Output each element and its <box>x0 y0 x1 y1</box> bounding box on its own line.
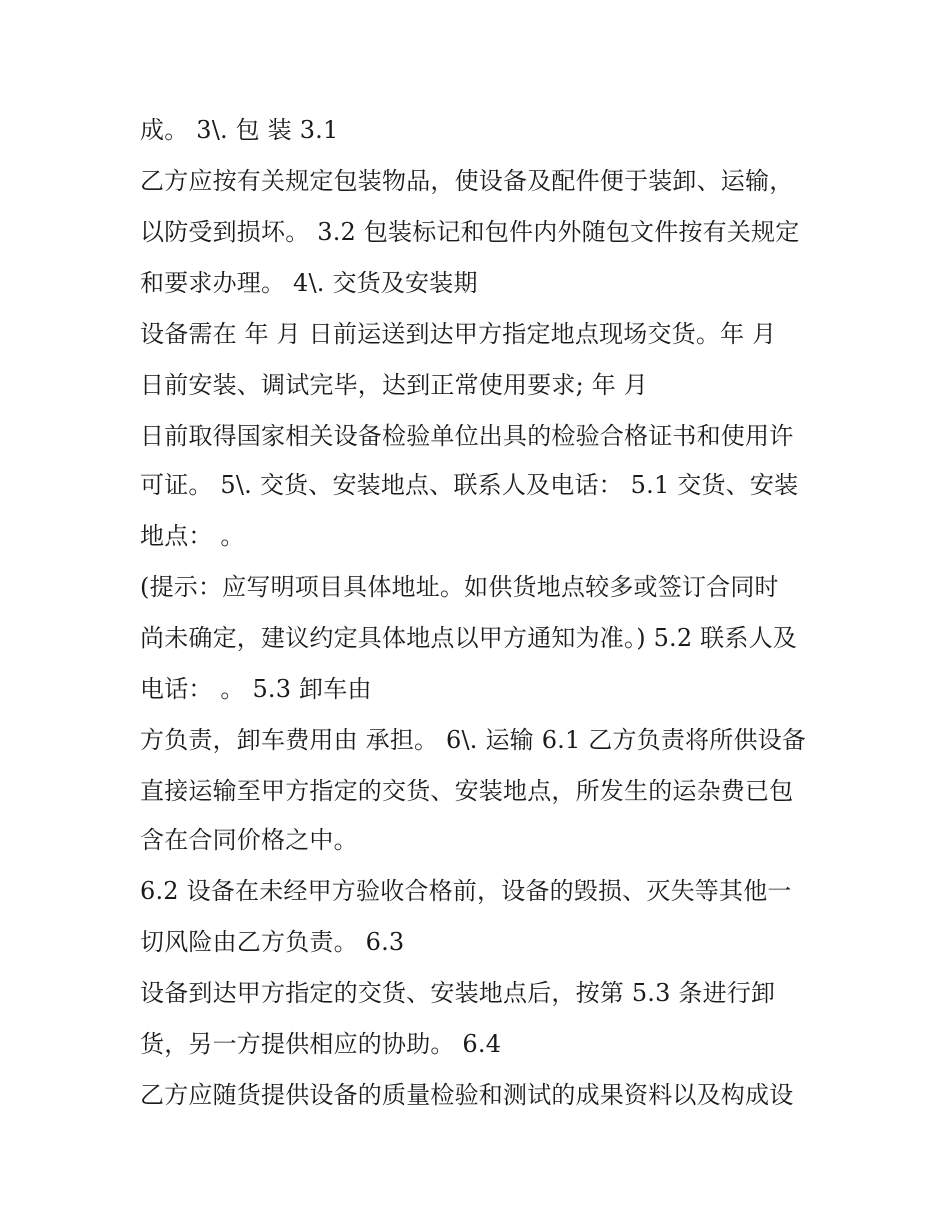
text-line: 日前取得国家相关设备检验单位出具的检验合格证书和使用许 <box>140 422 794 450</box>
text-line: (提示：应写明项目具体地址。如供货地点较多或签订合同时 <box>140 573 779 601</box>
text-line: 地点： 。 <box>140 522 245 550</box>
text-line: 以防受到损坏。 3.2 包装标记和包件内外随包文件按有关规定 <box>140 218 800 246</box>
text-line: 和要求办理。 4\. 交货及安装期 <box>140 269 478 297</box>
text-line: 日前安装、调试完毕，达到正常使用要求; 年 月 <box>140 371 648 399</box>
text-line: 直接运输至甲方指定的交货、安装地点，所发生的运杂费已包 <box>140 777 794 805</box>
text-line: 6.2 设备在未经甲方验收合格前，设备的毁损、灭失等其他一 <box>140 877 792 905</box>
text-line: 尚未确定，建议约定具体地点以甲方通知为准。) 5.2 联系人及 <box>140 624 797 652</box>
text-line: 成。 3\. 包 装 3.1 <box>140 116 339 144</box>
text-line: 乙方应按有关规定包装物品，使设备及配件便于装卸、运输， <box>140 167 794 195</box>
text-line: 货，另一方提供相应的协助。 6.4 <box>140 1030 502 1058</box>
text-line: 切风险由乙方负责。 6.3 <box>140 928 405 956</box>
text-line: 乙方应随货提供设备的质量检验和测试的成果资料以及构成设 <box>140 1081 794 1109</box>
text-line: 设备到达甲方指定的交货、安装地点后，按第 5.3 条进行卸 <box>140 979 776 1007</box>
text-line: 设备需在 年 月 日前运送到达甲方指定地点现场交货。年 月 <box>140 320 777 348</box>
text-line: 含在合同价格之中。 <box>140 826 358 854</box>
text-line: 方负责，卸车费用由 承担。 6\. 运输 6.1 乙方负责将所供设备 <box>140 726 807 754</box>
text-line: 可证。 5\. 交货、安装地点、联系人及电话： 5.1 交货、安装 <box>140 471 799 499</box>
text-line: 电话： 。 5.3 卸车由 <box>140 675 372 703</box>
